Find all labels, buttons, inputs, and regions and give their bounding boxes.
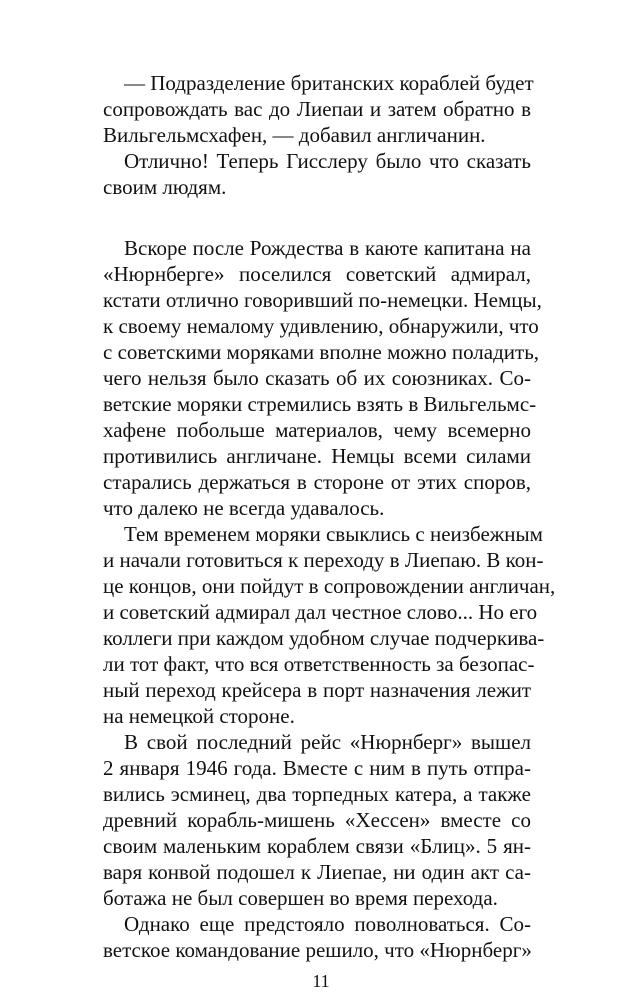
text-line: це концов, они пойдут в сопровождении англичан, <box>103 574 556 598</box>
text-line: своим людям. <box>103 175 227 199</box>
text-line: к своему немалому удивлению, обнаружили, что <box>103 314 539 338</box>
text-line: Однако еще предстояло поволноваться. Со- <box>124 912 531 936</box>
text-line: варя конвой подошел к Лиепае, ни один акт са- <box>103 860 531 884</box>
text-line: коллеги при каждом удобном случае подчеркива- <box>103 626 545 650</box>
text-line: ботажа не был совершен во время перехода. <box>103 886 498 910</box>
text-line: ли тот факт, что вся ответственность за безопас- <box>103 652 535 676</box>
text-line: 2 января 1946 года. Вместе с ним в путь отпра- <box>103 756 531 780</box>
text-line: древний корабль-мишень «Хессен» вместе со <box>103 808 531 832</box>
text-line: и начали готовиться к переходу в Лиепаю. В кон- <box>103 548 544 572</box>
text-line: Отлично! Теперь Гисслеру было что сказать <box>124 149 531 173</box>
text-line: что далеко не всегда удавалось. <box>103 496 385 520</box>
text-line: — Подразделение британских кораблей будет <box>124 71 534 95</box>
page-number: 11 <box>312 971 330 991</box>
text-line: хафене побольше материалов, чему всемерно <box>103 418 531 442</box>
text-line: вились эсминец, два торпедных катера, а также <box>103 782 531 806</box>
text-line: сопровождать вас до Лиепаи и затем обратно в <box>103 97 531 121</box>
text-line: и советский адмирал дал честное слово... Но его <box>103 600 538 624</box>
text-line: В свой последний рейс «Нюрнберг» вышел <box>124 730 531 754</box>
text-line: кстати отлично говоривший по-немецки. Немцы, <box>103 288 542 312</box>
text-line: ветское командование решило, что «Нюрнберг» <box>103 938 532 962</box>
text-line: «Нюрнберге» поселился советский адмирал, <box>103 262 531 286</box>
text-line: на немецкой стороне. <box>103 704 295 728</box>
text-line: чего нельзя было сказать об их союзниках. Со- <box>103 366 531 390</box>
text-line: Вильгельмсхафен, — добавил англичанин. <box>103 123 486 147</box>
text-line: своим маленьким кораблем связи «Блиц». 5 ян- <box>103 834 531 858</box>
text-line: Вскоре после Рождества в каюте капитана на <box>124 236 531 260</box>
text-line: ный переход крейсера в порт назначения лежит <box>103 678 531 702</box>
text-line: ветские моряки стремились взять в Вильгельмс- <box>103 392 537 416</box>
text-line: Тем временем моряки свыклись с неизбежным <box>124 522 543 546</box>
text-line: с советскими моряками вполне можно поладить, <box>103 340 540 364</box>
text-line: противились англичане. Немцы всеми силами <box>103 444 531 468</box>
text-line: старались держаться в стороне от этих споров, <box>103 470 531 494</box>
